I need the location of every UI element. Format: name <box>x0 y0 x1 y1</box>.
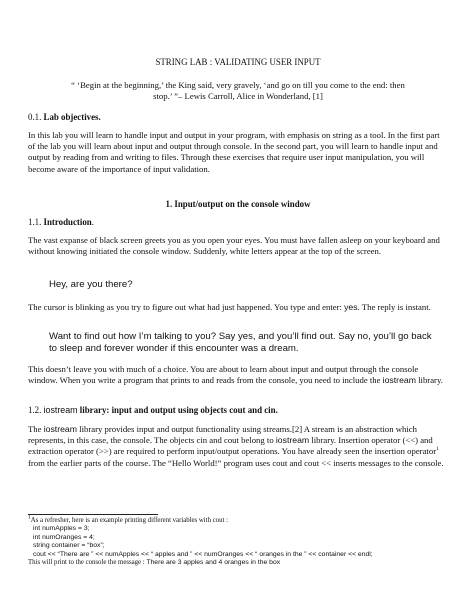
choice-text-end: library. <box>415 375 443 386</box>
intro-paragraph: The vast expanse of black screen greets you as you open your eyes. You must have fallen asleep on your keyboard and without knowing initiated the console window. Suddenly, white letters appear at the top of the screen. <box>28 235 440 257</box>
footnote-intro <box>28 514 458 525</box>
section-title: 1. Input/output on the console window <box>165 199 311 209</box>
footnote-intro-text: As a refresher, here is an example printing different variables with cout : <box>30 517 228 524</box>
para-text: library provides input and output functionality using streams.[2] A stream is an abstraction which represents, in this case, the console. The objects cin and cout belong to <box>28 424 417 446</box>
section-title: Lab objectives. <box>43 112 101 122</box>
section-heading-console-io <box>28 199 448 209</box>
cursor-paragraph <box>28 302 448 313</box>
cursor-text: The cursor is blinking as you try to figure out what had just happened. You type and enter: <box>28 302 345 312</box>
footnote-code-line: cout << “There are ” << numApples << “ apples and ” << numOranges << “ oranges in the ” << container << endl; <box>33 550 373 558</box>
footnote-result <box>28 559 458 567</box>
footnote-output-message: There are 3 apples and 4 oranges in the box <box>146 559 281 567</box>
footnote-marker: 1 <box>28 514 31 521</box>
footnote-ref: 1 <box>436 446 439 453</box>
section-heading-introduction <box>28 217 94 227</box>
quote-line-1: “ ‘Begin at the beginning,’ the King said, very gravely, ‘and go on till you come to the end: then <box>71 80 405 90</box>
footnote-code-line: int numOranges = 4; <box>33 533 95 541</box>
section-number: 1.1. <box>28 217 42 227</box>
section-number: 1.2. <box>28 405 42 415</box>
choice-paragraph <box>28 364 448 386</box>
section-title-trail: . <box>91 217 94 227</box>
footnote-divider <box>28 514 158 515</box>
section-title: Introduction <box>43 217 92 227</box>
console-dialog-1: Hey, are you there? <box>49 279 133 290</box>
iostream-name: iostream <box>43 405 78 415</box>
quote-line-2: stop.’ ”– Lewis Carroll, Alice in Wonderland, [1] <box>153 91 323 102</box>
section-title: library: input and output using objects cout and cin. <box>77 405 278 415</box>
iostream-name: iostream <box>382 375 416 386</box>
footnote <box>28 514 458 567</box>
para-text: library. Insertion operator (<<) and extraction operator (>>) are required to perform input/output operations. You have already seen the insertion operator <box>28 435 437 457</box>
iostream-name: iostream <box>275 435 310 446</box>
section-heading-iostream <box>28 405 278 415</box>
epigraph-quote <box>28 80 448 102</box>
choice-text: This doesn’t leave you with much of a choice. You are about to learn about input and output through the console window. When you write a program that prints to and reads from the console, you need to include the <box>28 364 419 386</box>
cursor-text-end: . The reply is instant. <box>357 302 431 312</box>
console-dialog-2: Want to find out how I’m talking to you? Say yes, and you’ll find out. Say no, you’ll go back to sleep and forever wonder if this encounter was a dream. <box>49 331 432 355</box>
para-text: from the earlier parts of the course. The “Hello World!” program uses cout and cout << inserts messages to the console. <box>28 457 444 468</box>
footnote-code-line: int numApples = 3; <box>33 525 90 533</box>
document-title: STRING LAB : VALIDATING USER INPUT <box>155 57 321 67</box>
para-text: The <box>28 424 44 434</box>
iostream-name: iostream <box>43 424 77 434</box>
section-heading-objectives <box>28 112 101 122</box>
typed-yes: yes <box>344 302 358 312</box>
footnote-result-text: This will print to the console the message : <box>28 559 147 567</box>
section-number: 0.1. <box>28 112 42 122</box>
objectives-paragraph: In this lab you will learn to handle input and output in your program, with emphasis on string as a tool. In the first part of the lab you will learn about input and output through console. In the second part, you will learn to handle input and output by reading from and writing to files. Through these exercises that require user input manipulation, you will become aware of the importance of input validation. <box>28 130 440 174</box>
footnote-code-line: string container = “box”; <box>33 542 105 550</box>
iostream-paragraph <box>28 424 448 469</box>
